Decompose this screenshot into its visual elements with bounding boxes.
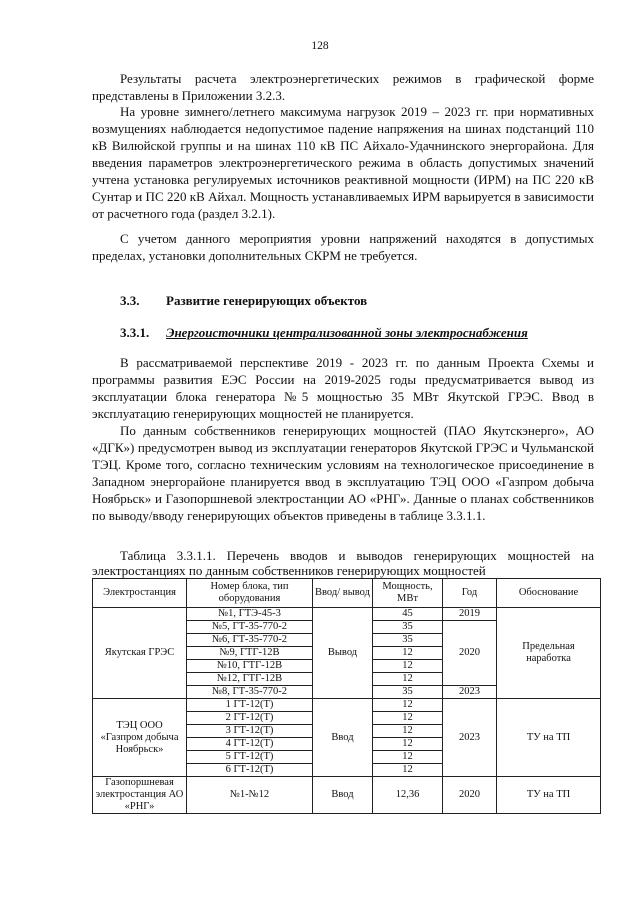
- unit-cell: №12, ГТГ-12В: [187, 673, 313, 686]
- power-cell: 12,36: [373, 777, 443, 814]
- power-cell: 12: [373, 725, 443, 738]
- unit-cell: №5, ГТ-35-770-2: [187, 621, 313, 634]
- station-cell: Газопоршневая электростанция АО «РНГ»: [93, 777, 187, 814]
- section-number: 3.3.: [120, 293, 140, 308]
- power-cell: 35: [373, 686, 443, 699]
- header-unit: Номер блока, тип оборудования: [187, 579, 313, 608]
- generation-table: [92, 578, 601, 814]
- action-cell: Вывод: [313, 608, 373, 699]
- station-cell: Якутская ГРЭС: [93, 608, 187, 699]
- year-cell: 2019: [443, 608, 497, 621]
- unit-cell: №8, ГТ-35-770-2: [187, 686, 313, 699]
- subsection-number: 3.3.1.: [120, 325, 150, 340]
- subsection-title: Энергоисточники централизованной зоны электроснабжения: [166, 325, 528, 340]
- unit-cell: №6, ГТ-35-770-2: [187, 634, 313, 647]
- paragraph-owners: По данным собственников генерирующих мощностей (ПАО Якутскэнерго», АО «ДГК») предусмотрен вывод из эксплуатации генераторов Якутской ГРЭС и Чульманской ТЭЦ. Кроме того, согласно техническим условиям на технологическое присоединение в Западном энергорайоне планируется ввод в эксплуатацию ТЭЦ ООО «Газпром добыча Ноябрьск» и Газопоршневой электростанции АО «РНГ». Данные о планах собственников по выводу/вводу генерирующих объектов приведены в таблице 3.3.1.1.: [92, 423, 594, 523]
- power-cell: 12: [373, 699, 443, 712]
- power-cell: 12: [373, 764, 443, 777]
- power-cell: 12: [373, 660, 443, 673]
- table-row: [93, 608, 601, 621]
- unit-cell: №9, ГТГ-12В: [187, 647, 313, 660]
- unit-cell: 1 ГТ-12(Т): [187, 699, 313, 712]
- basis-cell: ТУ на ТП: [497, 699, 601, 777]
- page-number: 128: [311, 40, 329, 52]
- year-cell: 2023: [443, 686, 497, 699]
- power-cell: 35: [373, 634, 443, 647]
- power-cell: 12: [373, 673, 443, 686]
- unit-cell: 3 ГТ-12(Т): [187, 725, 313, 738]
- unit-cell: 4 ГТ-12(Т): [187, 738, 313, 751]
- section-heading: [120, 293, 367, 309]
- section-title: Развитие генерирующих объектов: [166, 293, 368, 308]
- basis-cell: ТУ на ТП: [497, 777, 601, 814]
- basis-cell: Предельная наработка: [497, 608, 601, 699]
- power-cell: 12: [373, 738, 443, 751]
- power-cell: 12: [373, 712, 443, 725]
- station-cell: ТЭЦ ООО «Газпром добыча Ноябрьск»: [93, 699, 187, 777]
- subsection-heading: [120, 325, 528, 341]
- table-row: [93, 699, 601, 712]
- power-cell: 35: [373, 621, 443, 634]
- header-station: Электростанция: [93, 579, 187, 608]
- table-caption: Таблица 3.3.1.1. Перечень вводов и выводов генерирующих мощностей на электростанциях по данным собственников генерирующих мощностей: [92, 548, 594, 578]
- table-header-row: [93, 579, 601, 608]
- paragraph-results: Результаты расчета электроэнергетических режимов в графической форме представлены в Приложении 3.2.3.: [92, 71, 594, 103]
- header-action: Ввод/ вывод: [313, 579, 373, 608]
- power-cell: 12: [373, 751, 443, 764]
- paragraph-voltage-drop: На уровне зимнего/летнего максимума нагрузок 2019 – 2023 гг. при нормативных возмущениях наблюдается недопустимое падение напряжения на шинах подстанций 110 кВ Вилюйской группы и на шинах 110 кВ ПС Айхало-Удачнинского энергорайона. Для введения параметров электроэнергетического режима в область допустимых значений учтена установка регулируемых источников реактивной мощности (ИРМ) на ПС 220 кВ Сунтар и ПС 220 кВ Айхал. Мощность устанавливаемых ИРМ варьируется в зависимости от расчетного года (раздел 3.2.1).: [92, 104, 594, 221]
- action-cell: Ввод: [313, 777, 373, 814]
- power-cell: 45: [373, 608, 443, 621]
- unit-cell: 2 ГТ-12(Т): [187, 712, 313, 725]
- year-cell: 2020: [443, 621, 497, 686]
- year-cell: 2020: [443, 777, 497, 814]
- paragraph-conclusion: С учетом данного мероприятия уровни напряжений находятся в допустимых пределах, установки дополнительных СКРМ не требуется.: [92, 231, 594, 263]
- unit-cell: 6 ГТ-12(Т): [187, 764, 313, 777]
- unit-cell: №1-№12: [187, 777, 313, 814]
- paragraph-perspective: В рассматриваемой перспективе 2019 - 2023 гг. по данным Проекта Схемы и программы развития ЕЭС России на 2019-2025 годы предусматривается вывод из эксплуатации блока генератора №5 мощностью 35 МВт Якутской ГРЭС. Ввод в эксплуатацию генерирующих мощностей не планируется.: [92, 355, 594, 421]
- header-year: Год: [443, 579, 497, 608]
- header-basis: Обоснование: [497, 579, 601, 608]
- header-power: Мощность, МВт: [373, 579, 443, 608]
- year-cell: 2023: [443, 699, 497, 777]
- action-cell: Ввод: [313, 699, 373, 777]
- unit-cell: 5 ГТ-12(Т): [187, 751, 313, 764]
- table-row: [93, 777, 601, 814]
- power-cell: 12: [373, 647, 443, 660]
- unit-cell: №1, ГТЭ-45-3: [187, 608, 313, 621]
- unit-cell: №10, ГТГ-12В: [187, 660, 313, 673]
